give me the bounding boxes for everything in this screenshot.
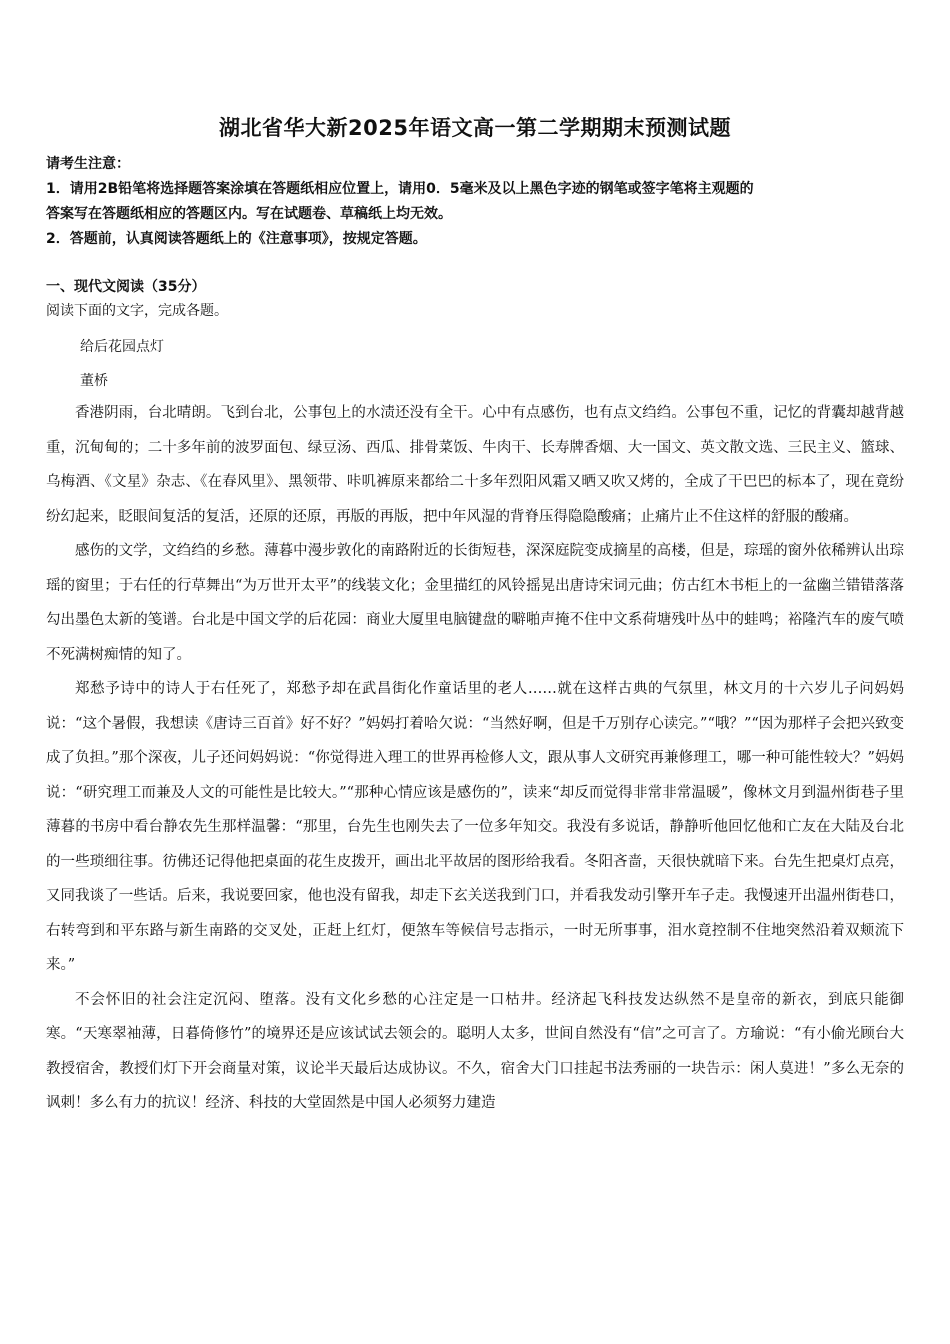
notice-block (46, 152, 906, 252)
article-author: 董桥 (80, 373, 108, 389)
notice-item-1-line-2: 答案写在答题纸相应的答题区内。写在试题卷、草稿纸上均无效。 (46, 206, 452, 222)
article-title: 给后花园点灯 (80, 339, 164, 355)
notice-item-2: 2．答题前，认真阅读答题纸上的《注意事项》，按规定答题。 (46, 231, 427, 247)
section-instruction: 阅读下面的文字，完成各题。 (46, 303, 228, 319)
article-paragraph: 不会怀旧的社会注定沉闷、堕落。没有文化乡愁的心注定是一口枯井。经济起飞科技发达纵然不是皇帝的新衣，到底只能御寒。“天寒翠袖薄，日暮倚修竹”的境界还是应该试试去领会的。聪明人太多，世间自然没有“信”之可言了。方瑜说：“有小偷光顾台大教授宿舍，教授们灯下开会商量对策，议论半天最后达成协议。不久，宿舍大门口挂起书法秀丽的一块告示：闲人莫进！”多么无奈的讽刺！多么有力的抗议！经济、科技的大堂固然是中国人必须努力建造 (46, 991, 904, 1111)
article-paragraph: 感伤的文学，文绉绉的乡愁。薄暮中漫步敦化的南路附近的长街短巷，深深庭院变成摘星的高楼，但是，琮瑶的窗外依稀辨认出琮瑶的窗里；于右任的行草舞出“为万世开太平”的线装文化；金里描红的风铃摇晃出唐诗宋词元曲；仿古红木书柜上的一盆幽兰错错落落勾出墨色太新的笺谱。台北是中国文学的后花园：商业大厦里电脑键盘的噼啪声掩不住中文系荷塘残叶丛中的蛙鸣；裕隆汽车的废气喷不死满树痴情的知了。 (46, 543, 904, 663)
article-body (46, 396, 904, 1121)
article-paragraph: 郑愁予诗中的诗人于右任死了，郑愁予却在武昌街化作童话里的老人……就在这样古典的气氛里，林文月的十六岁儿子问妈妈说：“这个暑假，我想读《唐诗三百首》好不好？”妈妈打着哈欠说：“当然好啊，但是千万别存心读完。”“哦？”“因为那样子会把兴致变成了负担。”那个深夜，儿子还问妈妈说：“你觉得进入理工的世界再检修人文，跟从事人文研究再兼修理工，哪一种可能性较大？”妈妈说：“研究理工而兼及人文的可能性是比较大。”“那种心情应该是感伤的”，读来“却反而觉得非常非常温暖”，像林文月到温州街巷子里薄暮的书房中看台静农先生那样温馨：“那里，台先生也刚失去了一位多年知交。我没有多说话，静静听他回忆他和亡友在大陆及台北的一些琐细往事。彷佛还记得他把桌面的花生皮拨开，画出北平故居的图形给我看。冬阳吝啬，天很快就暗下来。台先生把桌灯点亮，又同我谈了一些话。后来，我说要回家，他也没有留我，却走下玄关送我到门口，并看我发动引擎开车子走。我慢速开出温州街巷口，右转弯到和平东路与新生南路的交叉处，正赶上红灯，便煞车等候信号志指示，一时无所事事，泪水竟控制不住地突然沿着双颊流下来。” (46, 681, 904, 973)
article-paragraph: 香港阴雨，台北晴朗。飞到台北，公事包上的水渍还没有全干。心中有点感伤，也有点文绉绉。公事包不重，记忆的背囊却越背越重，沉甸甸的；二十多年前的波罗面包、绿豆汤、西瓜、排骨菜饭、牛肉干、长寿牌香烟、大一国文、英文散文选、三民主义、篮球、乌梅酒、《文星》杂志、《在春风里》、黑领带、咔叽裤原来都给二十多年烈阳风霜又晒又吹又烤的，全成了干巴巴的标本了，现在竟纷纷幻起来，眨眼间复活的复活，还原的还原，再版的再版，把中年风湿的背脊压得隐隐酸痛；止痛片止不住这样的舒服的酸痛。 (46, 405, 904, 525)
notice-heading: 请考生注意： (46, 156, 130, 172)
notice-item-1-line-1: 1．请用2B铅笔将选择题答案涂填在答题纸相应位置上，请用0．5毫米及以上黑色字迹的钢笔或签字笔将主观题的 (46, 181, 754, 197)
exam-title: 湖北省华大新2025年语文高一第二学期期末预测试题 (219, 116, 731, 140)
section-heading: 一、现代文阅读（35分） (46, 279, 206, 295)
